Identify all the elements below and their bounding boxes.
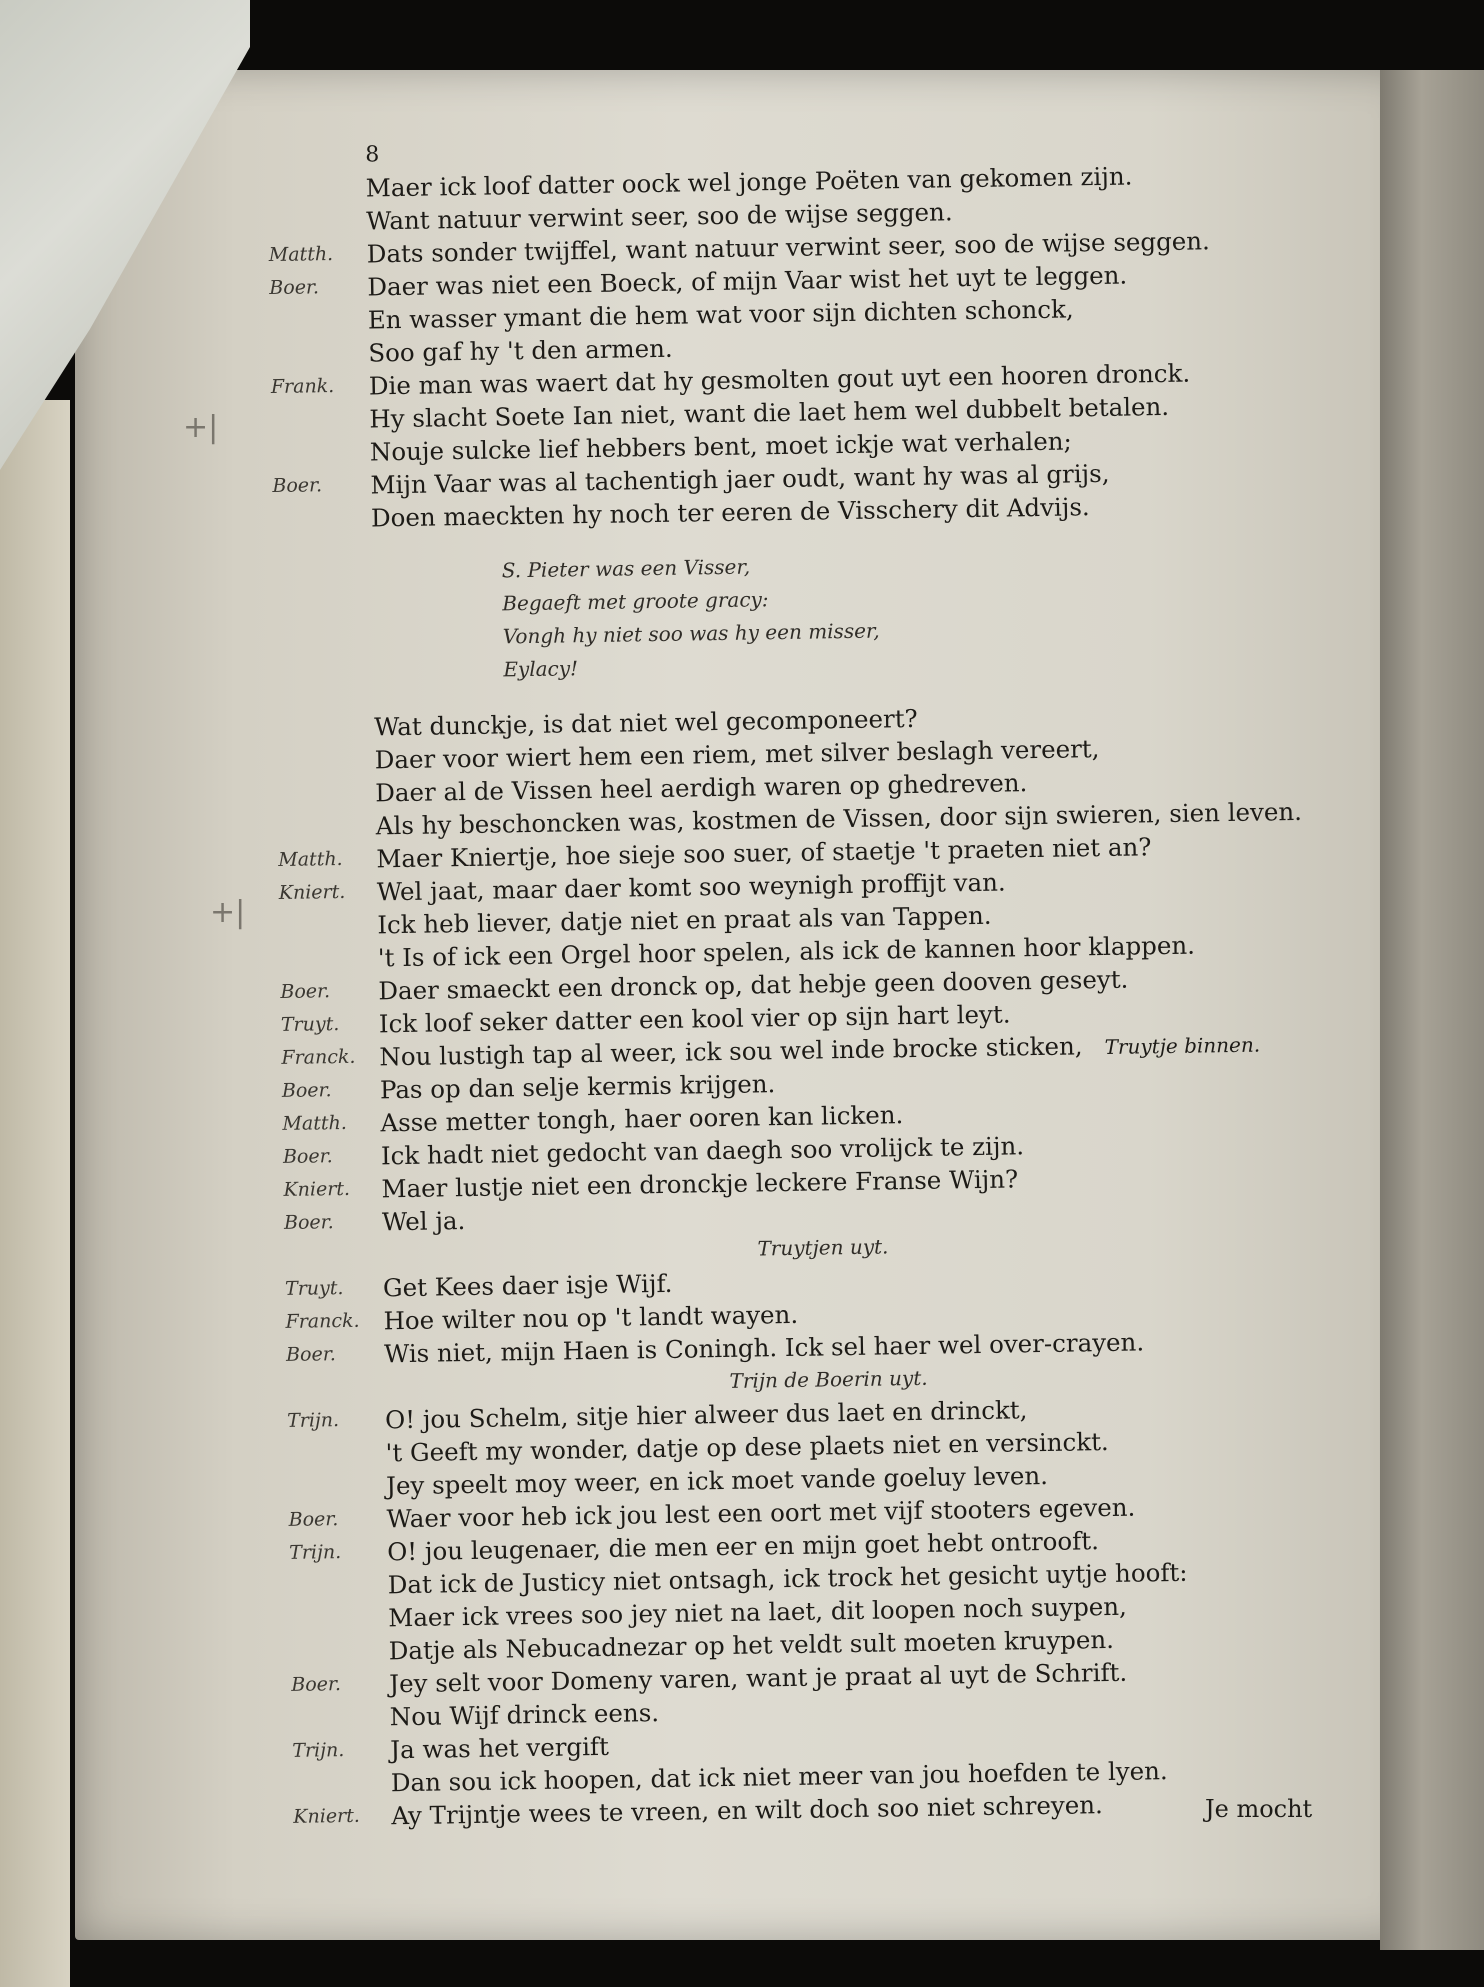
line-text [390, 1696, 660, 1733]
line-content: Datje als Nebucadnezar op het veldt sult moeten kruypen. [388, 1624, 1115, 1666]
line-content: Ja was het vergift [390, 1731, 610, 1765]
speaker-name: Boer. [272, 474, 323, 498]
line-content: 't Geeft my wonder, datje op dese plaets niet en versinckt. [385, 1426, 1109, 1468]
speaker-name: Matth. [282, 1111, 347, 1135]
line-content: Dat ick de Justicy niet ontsagh, ick trock het gesicht uytje hooft: [387, 1557, 1188, 1600]
line-content: Doen maeckten hy noch ter eeren de Visschery dit Advijs. [370, 492, 1090, 533]
speaker-name: Boer. [285, 1343, 336, 1366]
speaker-name: Boer. [280, 980, 331, 1003]
line-content: Maer ick loof datter oock wel jonge Poëten van gekomen zijn. [365, 161, 1133, 203]
line-content: O! jou leugenaer, die men eer en mijn goet hebt ontrooft. [386, 1526, 1100, 1567]
verse-text: Eylacy! [503, 656, 579, 682]
dialogue-block-3 [284, 1255, 1399, 1371]
line-content: Ick heb liever, datje niet en praat als van Tappen. [377, 900, 992, 940]
speaker-name: Franck. [281, 1045, 356, 1069]
speaker-name: Trijn. [289, 1541, 342, 1564]
line-content: Nouje sulcke lief hebbers bent, moet ickje wat verhalen; [369, 426, 1072, 467]
line-text [383, 1267, 673, 1305]
line-content: Maer ick vrees soo jey niet na laet, dit loopen noch suypen, [387, 1591, 1128, 1633]
speaker-name: Kniert. [283, 1177, 351, 1201]
line-content: Nou lustigh tap al weer, ick sou wel inde brocke sticken, [379, 1031, 1083, 1072]
line-content: Wel jaat, maar daer komt soo weynigh proffijt van. [376, 867, 1006, 907]
speaker-name: Kniert. [278, 880, 346, 904]
line-content: 't Is of ick een Orgel hoor spelen, als ick de kannen hoor klappen. [377, 930, 1196, 973]
line-content: Want natuur verwint seer, soo de wijse seggen. [366, 197, 953, 236]
line-content: Hy slacht Soete Ian niet, want die laet hem wel dubbelt betalen. [369, 391, 1170, 434]
stage-direction: Truytjen uyt. [757, 1234, 889, 1261]
line-content: Waer voor heb ick jou lest een oort met vijf stooters egeven. [386, 1492, 1136, 1534]
line-content: Als hy beschoncken was, kostmen de Vissen, door sijn swieren, sien leven. [375, 796, 1303, 841]
verse-text: S. Pieter was een Visser, [501, 554, 751, 583]
line-content: Daer voor wiert hem een riem, met silver beslagh vereert, [374, 734, 1100, 775]
speaker-name: Trijn. [292, 1739, 345, 1762]
line-content: Asse metter tongh, haer ooren kan licken. [380, 1100, 904, 1138]
speaker-name: Boer. [282, 1145, 333, 1168]
speaker-name: Boer. [281, 1079, 332, 1102]
page-number: 8 [365, 142, 380, 168]
verse-text: Begaeft met groote gracy: [502, 587, 769, 616]
line-content: Ay Trijntje wees te vreen, en wilt doch soo niet schreyen. [391, 1790, 1104, 1831]
speaker-name: Matth. [268, 243, 334, 267]
dialogue-block-4 [286, 1387, 1407, 1833]
left-page-edge [0, 400, 70, 1987]
line-content: Ick hadt niet gedocht van daegh soo vrolijck te zijn. [380, 1131, 1025, 1171]
line-content: Wis niet, mijn Haen is Coningh. Ick sel haer wel over-crayen. [383, 1327, 1145, 1369]
line-content: Daer smaeckt een dronck op, dat hebje geen dooven geseyt. [378, 964, 1129, 1006]
line-content: Get Kees daer isje Wijf. [382, 1268, 673, 1303]
line-content: Ick loof seker datter een kool vier op sijn hart leyt. [378, 999, 1011, 1039]
catchword: Je mocht [1205, 1795, 1313, 1823]
line-content: Daer al de Vissen heel aerdigh waren op ghedreven. [375, 768, 1028, 808]
speaker-name: Matth. [278, 847, 343, 871]
line-content: Wat dunckje, is dat niet wel gecomponeert? [374, 703, 918, 742]
line-content: Mijn Vaar was al tachentigh jaer oudt, want hy was al grijs, [370, 458, 1110, 500]
line-text [382, 1204, 466, 1238]
speaker-name: Boer. [291, 1673, 342, 1696]
line-content: Jey selt voor Domeny varen, want je praat al uyt de Schrift. [389, 1657, 1128, 1699]
dialogue-block-2 [279, 694, 1397, 1239]
stage-direction: Trijn de Boerin uyt. [729, 1365, 928, 1393]
line-content: Hoe wilter nou op 't landt wayen. [383, 1299, 799, 1336]
line-content: Maer lustje niet een dronckje leckere Franse Wijn? [381, 1164, 1019, 1204]
line-content: Die man was waert dat hy gesmolten gout uyt een hooren dronck. [368, 358, 1191, 401]
speaker-name: Kniert. [293, 1804, 361, 1828]
speaker-name: Truyt. [284, 1276, 344, 1300]
dialogue-block-1 [268, 156, 1387, 536]
speaker-name: Boer. [269, 276, 320, 300]
line-text [368, 332, 673, 370]
line-content: En wasser ymant die hem wat voor sijn dichten schonck, [367, 294, 1074, 335]
line-content: Jey speelt moy weer, en ick moet vande goeluy leven. [385, 1460, 1049, 1501]
pencil-mark: +| [210, 895, 246, 930]
speaker-name: Trijn. [286, 1409, 340, 1432]
page-text [270, 123, 1406, 1834]
line-content: Wel ja. [381, 1206, 466, 1237]
line-content: O! jou Schelm, sitje hier alweer dus laet en drinckt, [384, 1395, 1028, 1435]
verse-text: Vongh hy niet soo was hy een misser, [502, 618, 880, 649]
line-content: Maer Kniertje, hoe sieje soo suer, of staetje 't praeten niet an? [376, 832, 1152, 874]
speaker-name: Boer. [283, 1211, 334, 1234]
line-content: Pas op dan selje kermis krijgen. [379, 1069, 776, 1105]
inline-stage-direction: Truytje binnen. [1104, 1032, 1261, 1060]
speaker-name: Frank. [270, 375, 335, 399]
line-content: Nou Wijf drinck eens. [389, 1698, 660, 1732]
speaker-name: Boer. [288, 1508, 339, 1531]
speaker-name: Truyt. [280, 1013, 340, 1036]
speaker-name: Franck. [285, 1309, 360, 1333]
line-content: Dats sonder twijffel, want natuur verwint seer, soo de wijse seggen. [366, 226, 1211, 269]
verse-block [277, 541, 1389, 690]
line-content: Daer was niet een Boeck, of mijn Vaar wist het uyt te leggen. [367, 260, 1128, 302]
line-content: Soo gaf hy 't den armen. [368, 333, 673, 368]
line-text [390, 1730, 609, 1766]
line-content: Dan sou ick hoopen, dat ick niet meer van jou hoefden te lyen. [390, 1756, 1168, 1798]
pencil-mark: +| [183, 410, 219, 445]
